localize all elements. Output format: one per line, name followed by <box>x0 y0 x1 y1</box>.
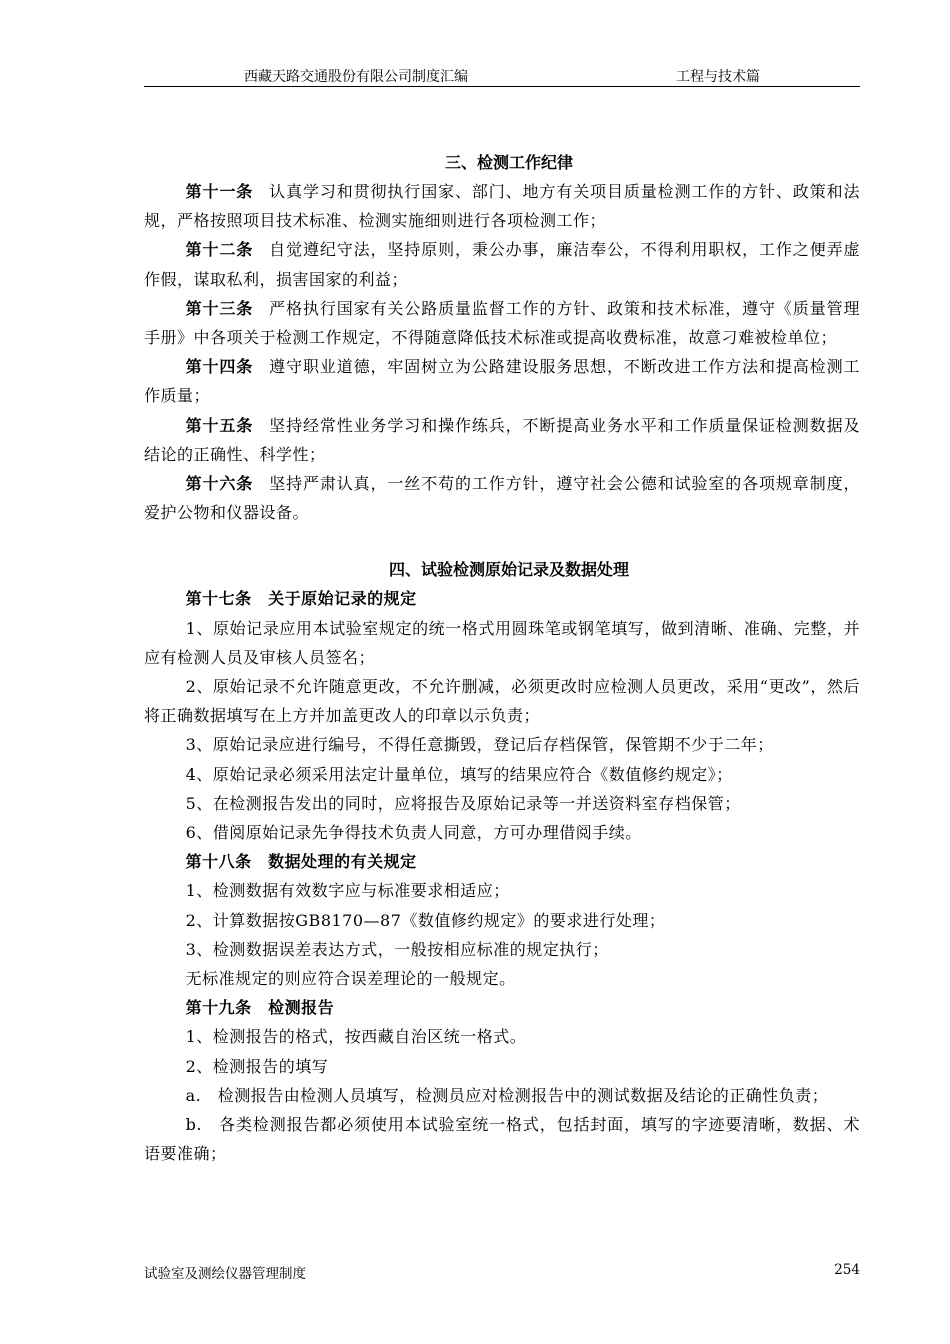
article-label: 第十六条 <box>185 474 254 494</box>
article-paragraph <box>144 469 860 527</box>
list-item: 1、检测数据有效数字应与标准要求相适应； <box>185 881 510 901</box>
article-heading <box>144 993 860 1022</box>
sub-list-item: a. 检测报告由检测人员填写，检测员应对检测报告中的测试数据及结论的正确性负责； <box>185 1085 829 1105</box>
article-heading-text: 第十七条 关于原始记录的规定 <box>185 589 417 609</box>
list-item: 6、借阅原始记录先争得技术负责人同意，方可办理借阅手续。 <box>185 823 642 843</box>
document-body <box>144 148 860 1169</box>
article-label: 第十二条 <box>185 240 254 260</box>
article-text: 遵守职业道德，牢固树立为公路建设服务思想，不断改进工作方法和提高检测工作质量； <box>144 357 860 406</box>
article-label: 第十五条 <box>185 415 254 435</box>
article-heading-text: 第十八条 数据处理的有关规定 <box>185 852 417 872</box>
page-footer <box>144 1262 860 1282</box>
article-paragraph <box>144 177 860 235</box>
list-item: 2、检测报告的填写 <box>185 1056 329 1076</box>
list-item: 1、原始记录应用本试验室规定的统一格式用圆珠笔或钢笔填写，做到清晰、准确、完整，并应有检测人员及审核人员签名； <box>144 618 860 667</box>
article-heading-text: 第十九条 检测报告 <box>185 998 335 1018</box>
list-item: 3、检测数据误差表达方式，一般按相应标准的规定执行； <box>185 939 609 959</box>
article-heading <box>144 847 860 876</box>
section-title: 四、试验检测原始记录及数据处理 <box>388 560 629 580</box>
article-text: 严格执行国家有关公路质量监督工作的方针、政策和技术标准，遵守《质量管理手册》中各项关于检测工作规定，不得随意降低技术标准或提高收费标准，故意刁难被检单位； <box>144 298 860 348</box>
article-label: 第十四条 <box>185 357 254 377</box>
article-paragraph <box>144 411 860 469</box>
page-number: 254 <box>834 1262 860 1278</box>
section-spacer <box>144 527 860 555</box>
section-title: 三、检测工作纪律 <box>444 153 573 172</box>
article-text: 认真学习和贯彻执行国家、部门、地方有关项目质量检测工作的方针、政策和法规，严格按照项目技术标准、检测实施细则进行各项检测工作； <box>144 182 860 231</box>
sub-list-item: b. 各类检测报告都必须使用本试验室统一格式，包括封面，填写的字迹要清晰，数据、术语要准确； <box>144 1115 860 1164</box>
article-paragraph <box>144 235 860 293</box>
article-text: 坚持经常性业务学习和操作练兵，不断提高业务水平和工作质量保证检测数据及结论的正确性、科学性； <box>144 415 860 464</box>
article-label: 第十一条 <box>185 182 254 201</box>
page-header <box>144 66 860 87</box>
list-item: 5、在检测报告发出的同时，应将报告及原始记录等一并送资料室存档保管； <box>185 793 741 813</box>
list-item: 无标准规定的则应符合误差理论的一般规定。 <box>185 969 516 989</box>
article-heading <box>144 584 860 613</box>
list-item: 4、原始记录必须采用法定计量单位，填写的结果应符合《数值修约规定》； <box>185 764 733 784</box>
list-item: 1、检测报告的格式，按西藏自治区统一格式。 <box>185 1027 527 1047</box>
article-text: 坚持严肃认真，一丝不苟的工作方针，遵守社会公德和试验室的各项规章制度，爱护公物和仪器设备。 <box>144 474 860 523</box>
article-paragraph <box>144 352 860 410</box>
list-item: 3、原始记录应进行编号，不得任意撕毁，登记后存档保管，保管期不少于二年； <box>185 735 774 755</box>
footer-title: 试验室及测绘仪器管理制度 <box>144 1266 306 1282</box>
header-company-title: 西藏天路交通股份有限公司制度汇编 <box>244 69 468 85</box>
list-item: 2、原始记录不允许随意更改，不允许删减，必须更改时应检测人员更改，采用“更改”，然后将正确数据填写在上方并加盖更改人的印章以示负责； <box>144 677 860 726</box>
article-label: 第十三条 <box>185 298 254 318</box>
article-paragraph <box>144 294 860 352</box>
header-section-title: 工程与技术篇 <box>676 69 760 85</box>
article-text: 自觉遵纪守法，坚持原则，秉公办事，廉洁奉公，不得利用职权，工作之便弄虚作假，谋取私利，损害国家的利益； <box>144 240 860 289</box>
list-item: 2、计算数据按GB8170—87《数值修约规定》的要求进行处理； <box>185 910 666 930</box>
